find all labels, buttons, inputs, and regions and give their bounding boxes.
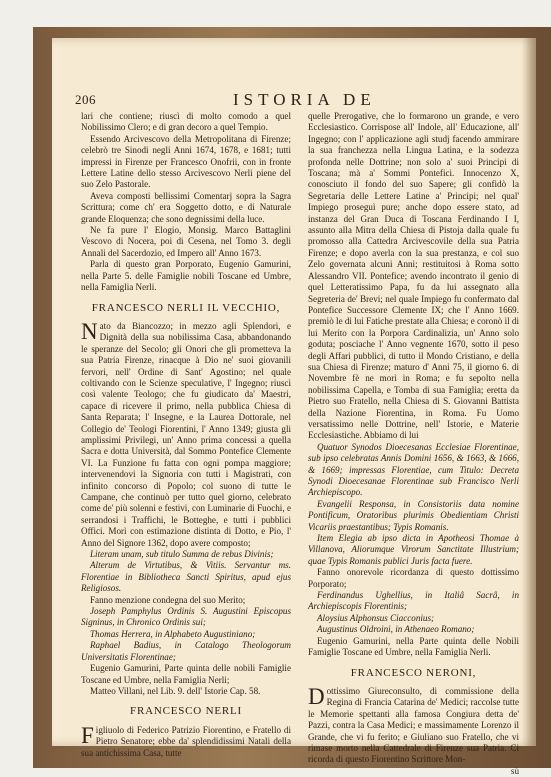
book-page [52,38,536,776]
paragraph: Figliuolo di Federico Patrizio Fiorentino, e Fratello di Pietro Senatore; ebbe da' splendidissimi Natali della sua antichissima Casa, tutte [81,722,291,758]
citation: Augustinus Oldroini, in Athenaeo Romano; [317,624,475,635]
section-heading: FRANCESCO NERONI, [350,666,477,679]
right-column [308,111,519,777]
citation: Aloysius Alphonsus Ciacconius; [317,612,435,623]
paragraph: Fanno menzione condegna del suo Merito; [90,594,246,605]
paragraph: lari che contiene; riuscì di molto comodo a quel Nobilissimo Clero; e di gran decoro a quel Tempio. [81,111,291,133]
citation: Alterum de Virtutibus, & Vitiis. Servantur ms. Florentiae in Bibliotheca Sancti Spiritus, apud ejus Religiosos. [81,560,291,594]
citation: Raphael Badius, in Catalogo Theologorum Universitatis Florentinae; [81,640,291,662]
running-title: ISTORIA DE [233,90,376,109]
page-header [75,92,505,112]
paragraph: Eugenio Gamurini, nella Parte quinta delle Nobili Famiglie Toscane ed Umbre, nella Famiglia Nerli. [308,635,519,658]
citation: Thomas Herrera, in Alphabeto Augustiniano; [90,628,256,639]
paragraph: quelle Prerogative, che lo formarono un grande, e vero Ecclesiastico. Corrispose all' Indole, all' Educazione, all' Ingegno; con l' applicazione agli studj facendo ammirare la sua franchezza nella Lingua Latina, e la sodezza profonda nelle Dottrine; non solo a' suoi Principi di Toscana; mà a' Sommi Pontefici. Innocenzo X, conosciuto il fondo del suo Sapere; gli confidò la Segretaria delle Lettere Latine a' Principi; nel qual' Impiego proseguì pure; anche dopo essere stato, ad instanza del Gran Duca di Toscana Ferdinando I I, assunto alla Mitra della Chiesa di Pistoja dalla quale fu promosso alla Cattedra Arcivescovile della sua Patria Firenze; e dopo averla con la sua prestanza, e col suo Zelo governata alcuni Anni; restituitosi à Roma sotto Alessandro VII. Pontefice; avendo incontrato il genio di quel Letteratissimo Papa, fu da lui assegnato alla Segreteria de' Brevi; nel quale Impiego fu confermato dal Pontefice Successore Clemente IX; che l' Anno 1669. premiò le di lui Fatiche prestate alla Chiesa; e coronò il di lui Merito con la Porpora Cardinalizia, un' Anno solo goduta; posciache l' Anno vegnente 1670, sotto il peso degli Affari pubblici, di tutto il Mondo Cristiano, e della sua Chiesa di Firenze; maturo d' Anni 75, il giorno 6. di Novembre fè ne morì in Roma; e fu sepolto nella nobilissima Capella, e Tomba di sua Famiglia; eretta da Pietro suo Fratello, nella Chiesa di S. Giovanni Battista della Nazione Fiorentina, in Roma. Fu Uomo versatissimo nelle Dottrine, nell' Istorie, e Materie Ecclesiastiche. Abbiamo di lui [308,111,519,441]
paragraph: Ne fa pure l' Elogio, Monsig. Marco Battaglini Vescovo di Nocera, poi di Cesena, nel Tomo 3. degli Annali del Sacerdozio, ed Impero all' Anno 1673. [81,225,291,258]
catchword: sù [510,765,519,776]
paragraph: Aveva composti bellissimi Comentarj sopra la Sagra Scrittura; come ch' era Soggetto dotto, e di Naturale grande Eloquenza; che sono degnissimi della luce. [81,190,291,224]
paragraph: Fanno onorevole ricordanza di questo dottissimo Porporato; [308,567,519,589]
paragraph: Nato da Biancozzo; in mezzo agli Splendori, e Dignità della sua nobilissima Casa, abbandonando le speranze del Secolo; gli Onori che gli prometteva la sua Patria Firenze, rinacque à Dio ne' suoi giovanili fervori, nell' Ordine di Sant' Agostino; nel quale coltivando con le Scienze speculative, l' Ingegno; riuscì così valente Teologo; che fu giudicato da' Maestri, capace di ricevere il primo, nella pubblica Chiesa di Santa Reparata; l' Insegne, e la Laurea Dottorale, nel Collegio de' Teologi Fiorentini, l' Anno 1349; giusta gli amplissimi Privilegi, un' Anno prima concessi a quella Sacra e dotta Università, dal Sommo Pontefice Clemente VI. La Funzione fu fatta con ogni pompa maggiore; intervenendovi la Signoria con tutti i Magistrati, con infinito concorso di Popolo; col suono di tutte le Campane, che continuò per tutto quel giorno, celebrato come de' più solenni e festivi, con Luminarie di Fuochi, e serrandosi i Traffichi, le Botteghe, e tutti i pubblici Offici. Morì con estimazione distinta di Dotto, e Pio, l' Anno del Signore 1362, dopo avere composto; [81,318,291,548]
paragraph: Matteo Villani, nel Lib. 9. dell' Istorie Cap. 58. [90,685,261,696]
paragraph: Parla di questo gran Porporato, Eugenio Gamurini, nella Parte 5. delle Famiglie nobili Toscane ed Umbre, nella Famiglia Nerli. [81,259,291,293]
paragraph: Essendo Arcivescovo della Metropolitana di Firenze; celebrò tre Sinodi negli Anni 1674, 1678, e 1681; tutti impressi in Firenze per Francesco Onofrii, con in fronte Lettere Latine dello stesso Arcivescovo Nerli piene del suo Zelo Pastorale. [81,133,291,190]
citation: Evangelii Responsa, in Consistoriis data nomine Pontificum, Oratoribus plurimis Obedientiam Christi Vicariis praestantibus; Typis Romanis. [308,498,519,532]
citation: Item Elegia ab ipso dicta in Apotheosi Thomae à Villanova, Aliorumque Virorum Sanctitate Illustrium; quae Typis Romanis publici Juris facta fuere. [308,533,519,566]
paragraph: Eugenio Gamurini, Parte quinta delle nobili Famiglie Toscane ed Umbre, nella Famiglia Nerli; [81,663,291,685]
left-column [81,111,291,759]
citation: Joseph Pamphylus Ordinis S. Augustini Episcopus Signinus, in Chronico Ordinis sui; [81,606,291,628]
page-number: 206 [75,92,96,107]
section-heading: FRANCESCO NERLI IL VECCHIO, [91,301,281,314]
section-heading: FRANCESCO NERLI [130,705,242,718]
paragraph: Dottissimo Giureconsulto, di commissione della Regina di Francia Catarina de' Medici; raccolse tutte le Memorie spettanti alla famosa Congiura detta de' Pazzi, contra la Casa Medici; e massimamente Lorenzo il Grande, che vi fu ferito; e Giuliano suo Fratello, che vi rimase morto nella Cattedrale di Firenze sua Patria. Ci ricorda di questo Fiorentino Scrittore Mon- [308,683,519,765]
citation: Literam unam, sub titulo Summa de rebus Divinis; [90,549,274,560]
citation: Ferdinandus Ughellius, in Italiâ Sacrâ, in Archiepiscopis Florentinis; [308,590,519,612]
citation: Quatuor Synodos Dioecesanas Ecclesiae Florentinae, sub ipso celebratas Annis Domini 1656, & 1663, & 1666, & 1669; impressas Florentiae, cum Titulo: Decreta Synodi Dioecesanae Florentinae sub Francisco Nerli Archiepiscopo. [308,441,519,498]
